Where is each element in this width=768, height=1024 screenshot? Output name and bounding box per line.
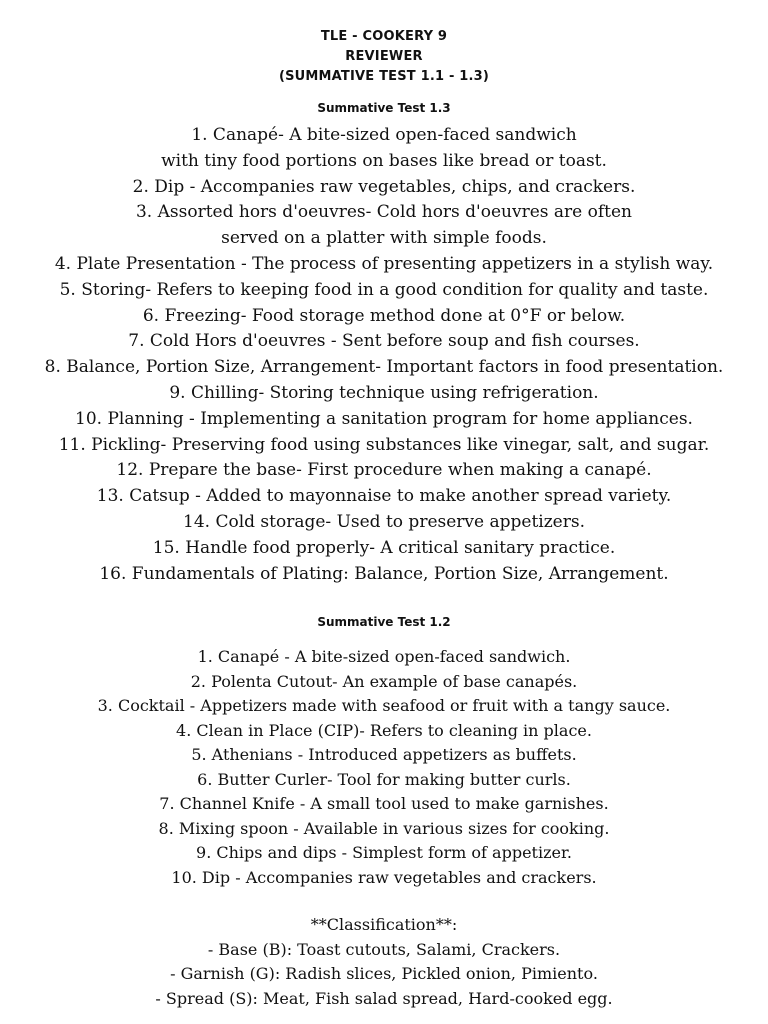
list-item: served on a platter with simple foods.: [221, 228, 547, 249]
list-item: 2. Polenta Cutout- An example of base canapés.: [190, 671, 578, 691]
list-item: with tiny food portions on bases like bread or toast.: [161, 150, 607, 171]
classification-item: - Garnish (G): Radish slices, Pickled onion, Pimiento.: [170, 964, 598, 983]
summative-1-2-list: [0, 645, 768, 890]
list-item: 16. Fundamentals of Plating: Balance, Portion Size, Arrangement.: [99, 563, 669, 584]
section-title-1-2: Summative Test 1.2: [317, 615, 451, 629]
list-item: 5. Athenians - Introduced appetizers as buffets.: [191, 745, 577, 764]
list-item: 7. Cold Hors d'oeuvres - Sent before soup and fish courses.: [128, 331, 640, 352]
header-title: TLE - COOKERY 9: [320, 29, 448, 44]
classification-heading: **Classification**:: [310, 915, 458, 934]
list-item: 6. Freezing- Food storage method done at 0°F or below.: [142, 305, 626, 326]
list-item: 3. Cocktail - Appetizers made with seafood or fruit with a tangy sauce.: [97, 696, 671, 715]
list-item: 2. Dip - Accompanies raw vegetables, chips, and crackers.: [132, 176, 636, 197]
list-item: 1. Canapé- A bite-sized open-faced sandwich: [191, 125, 577, 145]
classification-block: [0, 913, 768, 1011]
list-item: 4. Plate Presentation - The process of presenting appetizers in a stylish way.: [54, 253, 714, 274]
list-item: 4. Clean in Place (CIP)- Refers to cleaning in place.: [176, 720, 592, 740]
list-item: 15. Handle food properly- A critical sanitary practice.: [152, 537, 616, 558]
list-item: 6. Butter Curler- Tool for making butter curls.: [197, 769, 571, 789]
header-subtitle: REVIEWER: [345, 49, 423, 64]
list-item: 3. Assorted hors d'oeuvres- Cold hors d'oeuvres are often: [135, 202, 632, 223]
list-item: 10. Planning - Implementing a sanitation program for home appliances.: [75, 408, 693, 429]
classification-item: - Spread (S): Meat, Fish salad spread, Hard-cooked egg.: [155, 988, 613, 1008]
list-item: 14. Cold storage- Used to preserve appetizers.: [183, 511, 585, 532]
list-item: 1. Canapé - A bite-sized open-faced sandwich.: [197, 647, 571, 666]
summative-1-3-list: [0, 123, 768, 587]
list-item: 5. Storing- Refers to keeping food in a good condition for quality and taste.: [59, 279, 709, 300]
list-item: 11. Pickling- Preserving food using substances like vinegar, salt, and sugar.: [58, 434, 710, 455]
list-item: 9. Chips and dips - Simplest form of appetizer.: [196, 843, 572, 862]
header-range: (SUMMATIVE TEST 1.1 - 1.3): [278, 69, 490, 84]
list-item: 9. Chilling- Storing technique using refrigeration.: [169, 382, 599, 403]
list-item: 8. Balance, Portion Size, Arrangement- Important factors in food presentation.: [44, 357, 724, 378]
document-header: [0, 27, 768, 87]
list-item: 13. Catsup - Added to mayonnaise to make another spread variety.: [96, 486, 672, 507]
list-item: 12. Prepare the base- First procedure when making a canapé.: [116, 460, 652, 481]
section-title-1-3: Summative Test 1.3: [317, 101, 451, 115]
classification-item: - Base (B): Toast cutouts, Salami, Crackers.: [207, 939, 561, 959]
list-item: 8. Mixing spoon - Available in various sizes for cooking.: [158, 818, 610, 838]
list-item: 7. Channel Knife - A small tool used to make garnishes.: [159, 794, 609, 813]
list-item: 10. Dip - Accompanies raw vegetables and crackers.: [171, 867, 597, 887]
